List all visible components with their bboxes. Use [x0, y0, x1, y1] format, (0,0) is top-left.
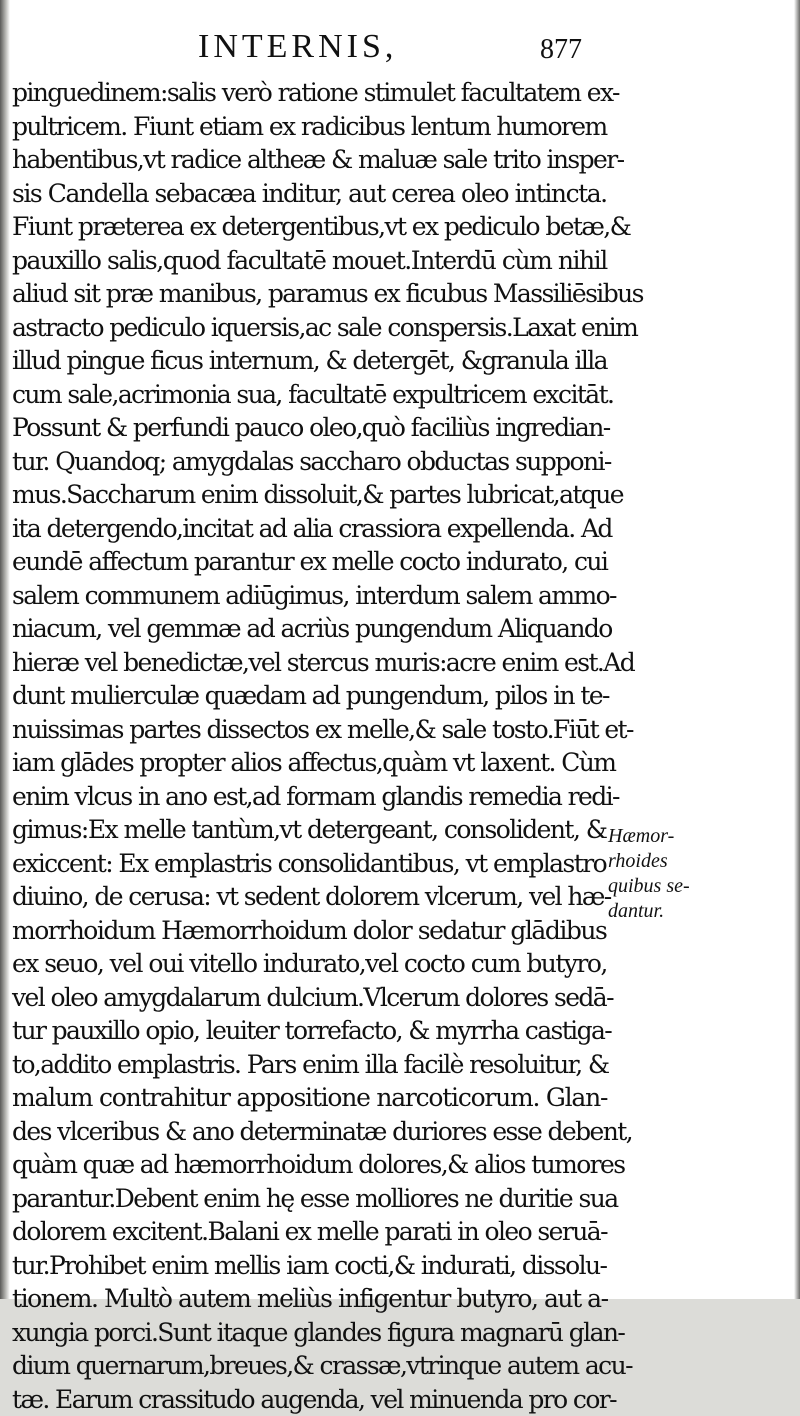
text-line: aliud sit præ manibus, paramus ex ficubus Massiliēsibus [12, 277, 612, 311]
text-line: diuino, de cerusa: vt sedent dolorem vlcerum, vel hæ- [12, 880, 612, 914]
margin-note-line: Hæmor- [608, 824, 718, 849]
margin-note [608, 824, 718, 924]
text-line: exiccent: Ex emplastris consolidantibus, vt emplastro [12, 847, 612, 881]
page-number: 877 [540, 34, 582, 66]
text-line: tur pauxillo opio, leuiter torrefacto, & myrrha castiga- [12, 1014, 612, 1048]
text-line: dolorem excitent.Balani ex melle parati in oleo seruā- [12, 1215, 612, 1249]
text-line: hieræ vel benedictæ,vel stercus muris:acre enim est.Ad [12, 646, 612, 680]
text-line: pinguedinem:salis verò ratione stimulet facultatem ex- [12, 76, 612, 110]
text-line: Possunt & perfundi pauco oleo,quò faciliùs ingredian- [12, 411, 612, 445]
text-line: astracto pediculo iquersis,ac sale conspersis.Laxat enim [12, 311, 612, 345]
margin-note-line: rhoides [608, 849, 718, 874]
text-line: tionem. Multò autem meliùs infigentur butyro, aut a- [12, 1282, 612, 1316]
text-line: pauxillo salis,quod facultatē mouet.Interdū cùm nihil [12, 244, 612, 278]
text-line: niacum, vel gemmæ ad acriùs pungendum Aliquando [12, 612, 612, 646]
text-line: eundē affectum parantur ex melle cocto indurato, cui [12, 545, 612, 579]
text-line: salem communem adiūgimus, interdum salem ammo- [12, 579, 612, 613]
text-line: to,addito emplastris. Pars enim illa facilè resoluitur, & [12, 1048, 612, 1082]
text-line: tur.Prohibet enim mellis iam cocti,& indurati, dissolu- [12, 1249, 612, 1283]
text-line: dium quernarum,breues,& crassæ,vtrinque autem acu- [12, 1349, 612, 1383]
text-line: nuissimas partes dissectos ex melle,& sale tosto.Fiūt et- [12, 713, 612, 747]
text-line: sis Candella sebacæa inditur, aut cerea oleo intincta. [12, 177, 612, 211]
text-line: ex seuo, vel oui vitello indurato,vel cocto cum butyro, [12, 947, 612, 981]
text-line: xungia porci.Sunt itaque glandes figura magnarū glan- [12, 1316, 612, 1350]
text-line: ita detergendo,incitat ad alia crassiora expellenda. Ad [12, 512, 612, 546]
text-line: morrhoidum Hæmorrhoidum dolor sedatur glādibus [12, 914, 612, 948]
text-line: iam glādes propter alios affectus,quàm vt laxent. Cùm [12, 746, 612, 780]
text-line: illud pingue ficus internum, & detergēt, &granula illa [12, 344, 612, 378]
text-line: pultricem. Fiunt etiam ex radicibus lentum humorem [12, 110, 612, 144]
page-header [0, 28, 800, 72]
text-line: enim vlcus in ano est,ad formam glandis remedia redi- [12, 780, 612, 814]
text-line: dunt mulierculæ quædam ad pungendum, pilos in te- [12, 679, 612, 713]
text-line: tæ. Earum crassitudo augenda, vel minuenda pro cor- [12, 1383, 612, 1416]
running-head: INTERNIS, [198, 28, 397, 66]
text-line: habentibus,vt radice altheæ & maluæ sale trito insper- [12, 143, 612, 177]
margin-note-line: quibus se- [608, 874, 718, 899]
text-line: malum contrahitur appositione narcoticorum. Glan- [12, 1081, 612, 1115]
text-line: quàm quæ ad hæmorrhoidum dolores,& alios tumores [12, 1148, 612, 1182]
margin-note-line: dantur. [608, 899, 718, 924]
body-text [12, 76, 612, 1416]
text-line: Fiunt præterea ex detergentibus,vt ex pediculo betæ,& [12, 210, 612, 244]
text-line: vel oleo amygdalarum dulcium.Vlcerum dolores sedā- [12, 981, 612, 1015]
text-line: parantur.Debent enim hę esse molliores ne duritie sua [12, 1182, 612, 1216]
text-line: mus.Saccharum enim dissoluit,& partes lubricat,atque [12, 478, 612, 512]
text-line: gimus:Ex melle tantùm,vt detergeant, consolident, & [12, 813, 612, 847]
text-line: des vlceribus & ano determinatæ duriores esse debent, [12, 1115, 612, 1149]
text-line: tur. Quandoq; amygdalas saccharo obductas supponi- [12, 445, 612, 479]
text-line: cum sale,acrimonia sua, facultatē expultricem excitāt. [12, 378, 612, 412]
